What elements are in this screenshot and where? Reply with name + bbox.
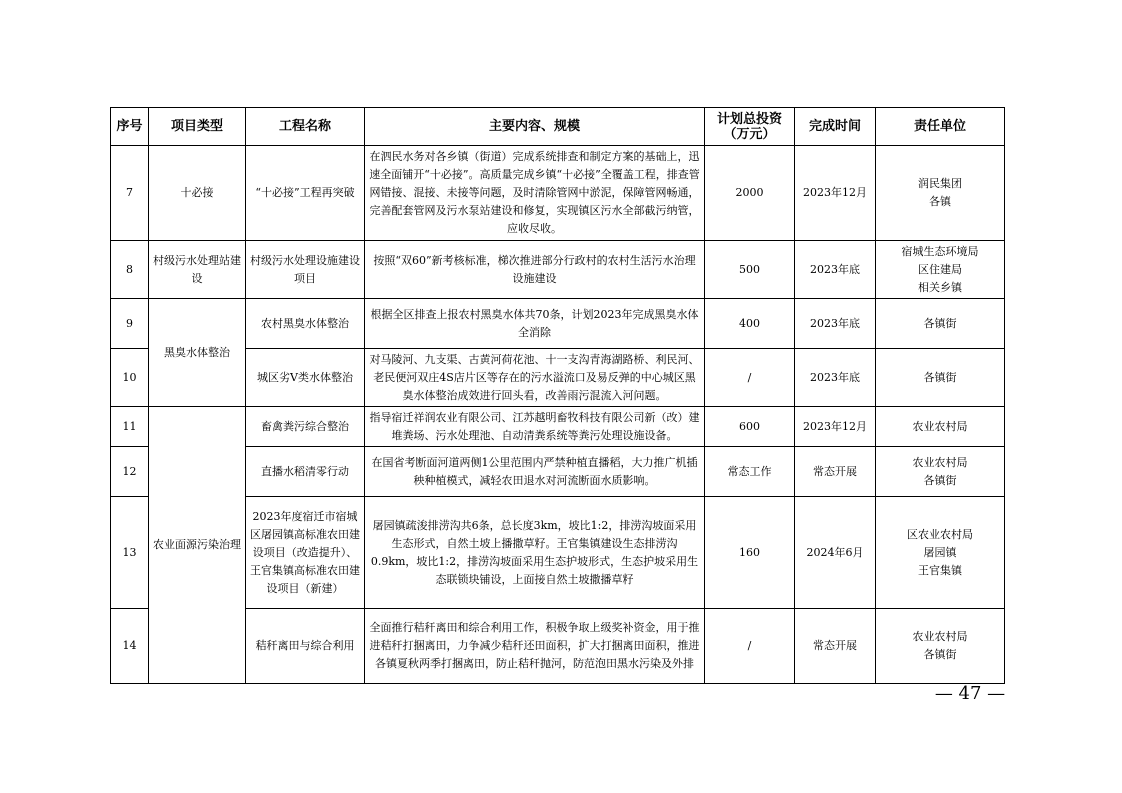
row-seq: 13 (111, 497, 149, 609)
header-investment: 计划总投资（万元） (705, 108, 795, 146)
unit-line: 农业农村局 (912, 419, 968, 433)
row-name: 畜禽粪污综合整治 (246, 407, 365, 447)
row-investment: 常态工作 (705, 447, 795, 497)
row-content: 根据全区排查上报农村黑臭水体共70条，计划2023年完成黑臭水体全消除 (365, 299, 705, 349)
row-seq: 7 (111, 146, 149, 241)
row-investment: 400 (705, 299, 795, 349)
row-time: 2024年6月 (795, 497, 876, 609)
row-investment: 600 (705, 407, 795, 447)
row-unit (876, 241, 1005, 299)
project-table (110, 107, 1005, 684)
row-type: 黑臭水体整治 (149, 299, 246, 407)
row-content: 指导宿迁祥润农业有限公司、江苏越明畜牧科技有限公司新（改）建堆粪场、污水处理池、自动清粪系统等粪污处理设施设备。 (365, 407, 705, 447)
row-name: 城区劣V类水体整治 (246, 349, 365, 407)
row-investment: 500 (705, 241, 795, 299)
unit-line: 王官集镇 (918, 563, 962, 577)
table-row (111, 349, 1005, 407)
row-content: 在国省考断面河道两侧1公里范围内严禁种植直播稻，大力推广机插秧种植模式，减轻农田退水对河流断面水质影响。 (365, 447, 705, 497)
row-type: 农业面源污染治理 (149, 407, 246, 684)
row-type: 村级污水处理站建设 (149, 241, 246, 299)
unit-line: 宿城生态环境局 (901, 244, 979, 258)
table-row (111, 407, 1005, 447)
header-row (111, 108, 1005, 146)
row-content: 全面推行秸秆离田和综合利用工作，积极争取上级奖补资金，用于推进秸秆打捆离田，力争减少秸秆还田面积，扩大打捆离田面积，推进各镇夏秋两季打捆离田，防止秸秆抛河，防范泡田黑水污染及外排 (365, 609, 705, 684)
row-unit (876, 146, 1005, 241)
row-seq: 8 (111, 241, 149, 299)
row-unit (876, 447, 1005, 497)
row-investment: / (705, 609, 795, 684)
row-investment: 2000 (705, 146, 795, 241)
unit-line: 各镇街 (923, 316, 957, 330)
unit-line: 各镇街 (923, 473, 957, 487)
table-row (111, 146, 1005, 241)
unit-line: 区住建局 (918, 262, 962, 276)
row-time: 2023年底 (795, 349, 876, 407)
table-row (111, 609, 1005, 684)
unit-line: 各镇街 (923, 370, 957, 384)
row-unit (876, 497, 1005, 609)
row-content: 对马陵河、九支渠、古黄河荷花池、十一支沟青海湖路桥、利民河、老民便河双庄4S店片区等存在的污水溢流口及易反弹的中心城区黑臭水体整治成效进行回头看，改善雨污混流入河问题。 (365, 349, 705, 407)
row-seq: 9 (111, 299, 149, 349)
unit-line: 相关乡镇 (918, 280, 962, 294)
row-name: 村级污水处理设施建设项目 (246, 241, 365, 299)
row-unit (876, 609, 1005, 684)
row-name: 秸秆离田与综合利用 (246, 609, 365, 684)
row-name: 直播水稻清零行动 (246, 447, 365, 497)
unit-line: 屠园镇 (923, 545, 957, 559)
row-time: 常态开展 (795, 609, 876, 684)
row-name: 2023年度宿迁市宿城区屠园镇高标准农田建设项目（改造提升）、王官集镇高标准农田建设项目（新建） (246, 497, 365, 609)
unit-line: 润民集团 (918, 177, 962, 190)
header-seq: 序号 (111, 108, 149, 146)
row-name: “十必接”工程再突破 (246, 146, 365, 241)
row-content: 屠园镇疏浚排涝沟共6条，总长度3km，坡比1:2，排涝沟坡面采用生态形式，自然土坡上播撒草籽。王官集镇建设生态排涝沟0.9km，坡比1:2，排涝沟坡面采用生态护坡形式，生态护坡采用生态联锁块铺设，上面接自然土坡撒播草籽 (365, 497, 705, 609)
row-seq: 10 (111, 349, 149, 407)
header-type: 项目类型 (149, 108, 246, 146)
header-content: 主要内容、规模 (365, 108, 705, 146)
row-name: 农村黑臭水体整治 (246, 299, 365, 349)
unit-line: 农业农村局 (912, 455, 968, 469)
page-number: — 47 — (934, 683, 1006, 704)
table-row (111, 241, 1005, 299)
row-content: 按照“双60”新考核标准，梯次推进部分行政村的农村生活污水治理设施建设 (365, 241, 705, 299)
row-time: 2023年12月 (795, 146, 876, 241)
row-time: 2023年12月 (795, 407, 876, 447)
row-content: 在泗民水务对各乡镇（街道）完成系统排查和制定方案的基础上，迅速全面铺开“十必接”。高质量完成乡镇“十必接”全覆盖工程，排查管网错接、混接、未接等问题，及时清除管网中淤泥，保障管网畅通，完善配套管网及污水泵站建设和修复，实现镇区污水全部截污纳管，应收尽收。 (365, 146, 705, 241)
row-unit (876, 299, 1005, 349)
row-time: 常态开展 (795, 447, 876, 497)
header-unit: 责任单位 (876, 108, 1005, 146)
row-time: 2023年底 (795, 241, 876, 299)
row-type: 十必接 (149, 146, 246, 241)
row-seq: 14 (111, 609, 149, 684)
unit-line: 各镇街 (923, 648, 957, 661)
row-seq: 11 (111, 407, 149, 447)
unit-line: 区农业农村局 (907, 527, 973, 541)
row-unit (876, 407, 1005, 447)
header-time: 完成时间 (795, 108, 876, 146)
table-row (111, 447, 1005, 497)
row-investment: 160 (705, 497, 795, 609)
unit-line: 各镇 (929, 195, 951, 208)
row-investment: / (705, 349, 795, 407)
row-unit (876, 349, 1005, 407)
row-seq: 12 (111, 447, 149, 497)
table-row (111, 299, 1005, 349)
header-name: 工程名称 (246, 108, 365, 146)
unit-line: 农业农村局 (912, 630, 968, 643)
row-time: 2023年底 (795, 299, 876, 349)
table-row (111, 497, 1005, 609)
